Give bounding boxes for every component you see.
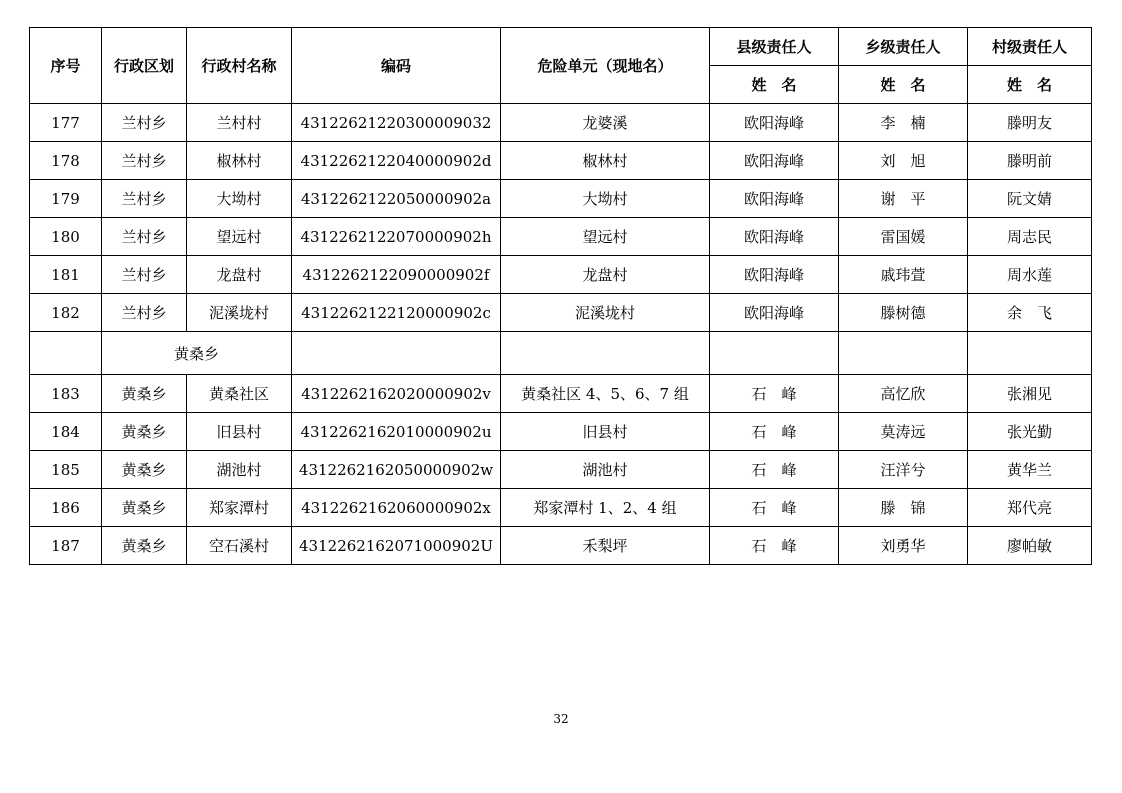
header-unit: 危险单元（现地名） [501,28,710,104]
cell-township: 戚玮萱 [839,256,968,294]
cell-village: 黄桑社区 [187,375,292,413]
section-empty-cell [710,332,839,375]
cell-township: 滕树德 [839,294,968,332]
cell-village-resp: 阮文婧 [968,180,1092,218]
cell-seq: 187 [30,527,102,565]
cell-district: 黄桑乡 [102,489,187,527]
cell-unit: 旧县村 [501,413,710,451]
cell-district: 兰村乡 [102,180,187,218]
cell-county: 石 峰 [710,413,839,451]
header-township: 乡级责任人 [839,28,968,66]
cell-seq: 185 [30,451,102,489]
cell-township: 滕 锦 [839,489,968,527]
cell-district: 黄桑乡 [102,375,187,413]
cell-village-resp: 廖帕敏 [968,527,1092,565]
cell-village: 望远村 [187,218,292,256]
cell-district: 兰村乡 [102,294,187,332]
header-county-name: 姓 名 [710,66,839,104]
header-seq: 序号 [30,28,102,104]
section-empty-cell [839,332,968,375]
cell-village-resp: 周水莲 [968,256,1092,294]
table-row [30,527,1092,565]
cell-seq: 178 [30,142,102,180]
cell-code: 4312262162071000902U [292,527,501,565]
cell-village-resp: 张湘见 [968,375,1092,413]
cell-unit: 椒林村 [501,142,710,180]
cell-district: 黄桑乡 [102,413,187,451]
cell-code: 4312262122090000902f [292,256,501,294]
cell-village: 郑家潭村 [187,489,292,527]
cell-seq: 184 [30,413,102,451]
table-row [30,256,1092,294]
cell-code: 4312262122070000902h [292,218,501,256]
cell-unit: 大坳村 [501,180,710,218]
cell-county: 欧阳海峰 [710,294,839,332]
cell-township: 汪洋兮 [839,451,968,489]
cell-district: 兰村乡 [102,256,187,294]
cell-district: 兰村乡 [102,104,187,142]
cell-unit: 郑家潭村 1、2、4 组 [501,489,710,527]
cell-unit: 泥溪垅村 [501,294,710,332]
section-empty-cell [501,332,710,375]
cell-county: 石 峰 [710,489,839,527]
cell-county: 石 峰 [710,375,839,413]
cell-district: 黄桑乡 [102,527,187,565]
cell-unit: 龙婆溪 [501,104,710,142]
cell-code: 4312262122040000902d [292,142,501,180]
cell-village: 空石溪村 [187,527,292,565]
cell-township: 刘 旭 [839,142,968,180]
section-row [30,332,1092,375]
cell-township: 莫涛远 [839,413,968,451]
cell-village-resp: 余 飞 [968,294,1092,332]
cell-unit: 望远村 [501,218,710,256]
cell-village-resp: 张光勤 [968,413,1092,451]
header-township-name: 姓 名 [839,66,968,104]
cell-village: 龙盘村 [187,256,292,294]
cell-township: 谢 平 [839,180,968,218]
cell-code: 4312262162060000902x [292,489,501,527]
header-county: 县级责任人 [710,28,839,66]
cell-village: 大坳村 [187,180,292,218]
cell-seq: 183 [30,375,102,413]
cell-code: 4312262122050000902a [292,180,501,218]
cell-county: 欧阳海峰 [710,218,839,256]
cell-township: 李 楠 [839,104,968,142]
cell-township: 刘勇华 [839,527,968,565]
page-number: 32 [553,712,569,726]
cell-seq: 186 [30,489,102,527]
section-empty-cell [968,332,1092,375]
cell-village-resp: 周志民 [968,218,1092,256]
cell-county: 欧阳海峰 [710,180,839,218]
cell-unit: 黄桑社区 4、5、6、7 组 [501,375,710,413]
cell-code: 4312262162050000902w [292,451,501,489]
cell-seq: 177 [30,104,102,142]
cell-county: 石 峰 [710,451,839,489]
cell-county: 欧阳海峰 [710,142,839,180]
cell-village: 湖池村 [187,451,292,489]
cell-township: 高忆欣 [839,375,968,413]
header-village-resp: 村级责任人 [968,28,1092,66]
cell-district: 兰村乡 [102,218,187,256]
header-code: 编码 [292,28,501,104]
cell-seq: 182 [30,294,102,332]
table-row [30,489,1092,527]
header-district: 行政区划 [102,28,187,104]
cell-district: 黄桑乡 [102,451,187,489]
table-row [30,294,1092,332]
cell-seq: 181 [30,256,102,294]
cell-code: 43122621220300009032 [292,104,501,142]
cell-village-resp: 滕明前 [968,142,1092,180]
cell-county: 欧阳海峰 [710,256,839,294]
cell-seq: 179 [30,180,102,218]
responsibility-table [29,27,1092,565]
table-row [30,375,1092,413]
table-row [30,218,1092,256]
table-row [30,451,1092,489]
cell-village-resp: 黄华兰 [968,451,1092,489]
cell-county: 石 峰 [710,527,839,565]
cell-unit: 湖池村 [501,451,710,489]
table-row [30,142,1092,180]
cell-code: 4312262122120000902c [292,294,501,332]
section-title: 黄桑乡 [102,332,292,375]
cell-district: 兰村乡 [102,142,187,180]
cell-township: 雷国媛 [839,218,968,256]
cell-village-resp: 滕明友 [968,104,1092,142]
cell-village-resp: 郑代亮 [968,489,1092,527]
cell-village: 椒林村 [187,142,292,180]
table-row [30,104,1092,142]
section-empty-cell [292,332,501,375]
cell-village: 泥溪垅村 [187,294,292,332]
cell-unit: 龙盘村 [501,256,710,294]
cell-code: 4312262162010000902u [292,413,501,451]
table-row [30,413,1092,451]
cell-village: 旧县村 [187,413,292,451]
cell-village: 兰村村 [187,104,292,142]
section-empty-cell [30,332,102,375]
header-village: 行政村名称 [187,28,292,104]
header-village-name: 姓 名 [968,66,1092,104]
cell-county: 欧阳海峰 [710,104,839,142]
table-row [30,180,1092,218]
cell-code: 4312262162020000902v [292,375,501,413]
cell-seq: 180 [30,218,102,256]
cell-unit: 禾梨坪 [501,527,710,565]
